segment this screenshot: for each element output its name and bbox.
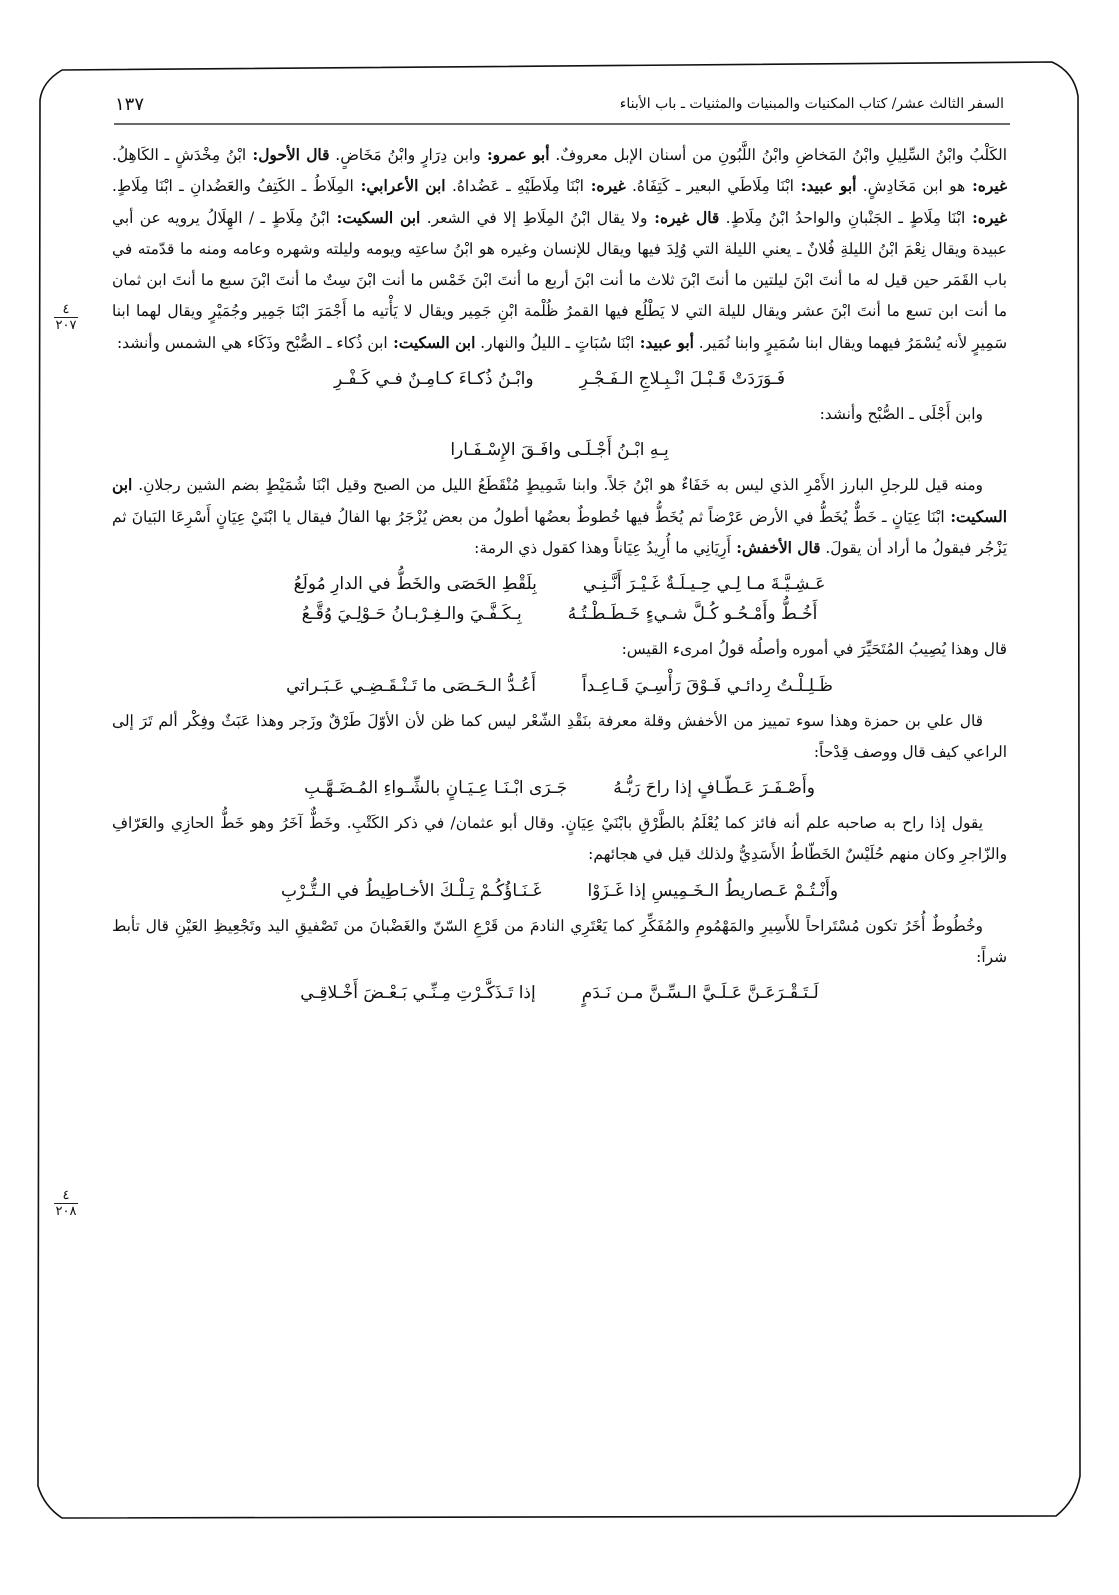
verse-second-hemistich: وابْـنُ ذُكـاءَ كـامِـنٌ فـي كَـفْـرِ [333, 369, 534, 390]
verse-second-hemistich: غَـنَـاؤُكُـمْ تِـلْـكَ الأخـاطِيطُ في الـتُّـرْبِ [280, 880, 542, 901]
text-run: ابْنَا سُبَاتٍ ـ الليلُ والنهار. [475, 333, 635, 352]
verse-line [112, 434, 1007, 466]
verse-first-hemistich: فَـوَرَدَتْ قَـبْـلَ انْـبِـلاجِ الـفَـجْـرِ [579, 369, 786, 390]
text-run: ابْنَا مِلَاطٍ ـ الجَنْبانِ والواحدُ ابْنُ مِلَاطٍ. [719, 208, 966, 227]
verse-line [112, 670, 1007, 702]
text-run: الكَلْبُ وابْنُ السِّلِيلِ وابْنُ المَخاضِ وابْنُ اللَّبُونِ من أسنان الإبل معروفٌ. [549, 146, 1007, 164]
margin-reference-volume: ٤ [54, 302, 78, 318]
speaker-label: غيره: [583, 177, 626, 196]
paragraph: وابن أَجْلَى ـ الصُّبْح وأنشد: [819, 405, 983, 424]
text-run: هو ابن مَخَادِشٍ. [856, 177, 966, 196]
text-run: ولا يقال ابْنُ المِلَاطِ إلا في الشعر. [420, 208, 648, 227]
verse-line [112, 875, 1007, 907]
page-number: ١٣٧ [115, 93, 145, 115]
verse-first-hemistich: وأَصْـفَـرَ عَـطّـافٍ إذا راحَ رَبُّـهُ [613, 778, 815, 799]
speaker-label: ابن السكيت: [112, 476, 1007, 526]
running-header [115, 84, 1004, 124]
paragraph [112, 470, 1007, 564]
speaker-label: قال الأحول: [246, 146, 330, 164]
margin-reference-page: ٢٠٧ [55, 318, 77, 333]
verse-line [112, 598, 1007, 630]
verse-second-hemistich: بِـكَـفَّـيَ والـغِـرْبـانُ حَـوْلِـيَ وُقَّـعُ [301, 604, 522, 625]
paragraph: يقول إذا راح به صاحبه علم أنه فائز كما يُعْلَمُ بالطَّرْقِ بابْنَيْ عِيَانٍ. وقال أبو عثمان/ في ذكر الكَتْبِ. وخَطٌّ آخَرُ وهو خَطُّ الحازِي والعَرّافِ والزّاجرِ وكان منهم حُلَيْسٌ الخَطّاطُ الأَسَدِيُّ ولذلك قيل في هجائهم: [112, 814, 1007, 864]
margin-reference [54, 1188, 78, 1219]
verse-second-hemistich: بِلَقْطِ الحَصَى والخَطُّ في الدارِ مُولَعُ [293, 574, 537, 595]
text-run: ابْنَا مِلَاطَيْهِ ـ عَضُداهُ. [445, 177, 584, 196]
margin-reference-page: ٢٠٨ [55, 1204, 77, 1219]
verse-line [112, 977, 1007, 1009]
verse-first-hemistich: لَـتَـقْـرَعَـنَّ عَـلَـيَّ الـسِّـنَّ مـن نَـدَمٍ [581, 983, 819, 1004]
text-run: ابن ذُكاء ـ الصُّبْح وذَكَاء هي الشمس وأنشد: [117, 333, 388, 352]
page-body [112, 140, 1007, 1455]
text-run: ابْنَا مِلَاطَي البعير ـ كَتِفَاهُ. [625, 177, 794, 196]
paragraph [112, 140, 1007, 359]
text-run: وابن دِرَارٍ وابْنُ مَخَاضٍ. [329, 146, 481, 164]
paragraph: وخُطُوطٌ أُخَرُ تكون مُسْتَراحاً للأَسِيرِ والمَهْمُومِ والمُفَكِّرِ كما يَعْتَرِي النادمَ من قَرْعِ السّنّ والغَضْبانَ من تَصْفيقِ اليد وتَجْعِيظِ العَيْنِ قال تأبط شراً: [112, 916, 1007, 967]
speaker-label: قال غيره: [647, 208, 720, 227]
paragraph: قال وهذا يُصِيبُ المُتَحَيِّرَ في أموره وأصلُه قولُ امرىء القيس: [621, 640, 1007, 659]
verse-first-hemistich: ظَـلِـلْـتُ رِدائـي فَـوْقَ رَأْسِـيَ قَـاعِـداً [582, 675, 833, 696]
text-run: ابْنَا عِيَانٍ ـ خَطٌّ يُخَطُّ في الأرض عَرْضاً ثم يُخَطُّ فيها خُطوطٌ بعضُها أطولُ من بعض يُزْجَرُ بها الفالُ فيقال يا ابْنَيْ عِيَانٍ أَسْرِعَا البَيانَ ثم يَزْجُر فيقولُ ما أراد أن يقولَ. [112, 507, 1007, 557]
verse-first-hemistich: أَخُـطُّ وأَمْـحُـو كُـلَّ شـيءٍ خَـطَـطْـتُـهُ [567, 604, 818, 625]
speaker-label: قال الأخفش: [730, 538, 821, 557]
text-run: ابْنُ مِخْدَشٍ ـ الكَاهِلُ. [112, 146, 247, 164]
text-run: المِلَاطُ ـ الكَتِفُ والعَضُدانِ ـ ابْنَا مِلَاطٍ. [112, 177, 354, 196]
verse-first-hemistich: عَـشِـيَّـةَ مـا لِـي حِـيـلَـةٌ غَـيْـرَ أَنَّـنِـي [582, 574, 826, 595]
speaker-label: ابن السكيت: [329, 208, 421, 227]
verse-second-hemistich: إذا تَـذَكَّـرْتِ مِـنِّـي بَـعْـضَ أَخْـلاقِـي [300, 983, 536, 1004]
verse-line [112, 772, 1007, 804]
verse-first-hemistich: وأَنْـتُـمْ عَـصاريطُ الـخَـمِيسِ إذا غَـزَوْا [587, 880, 839, 901]
text-run: أَرِيَانِي ما أُرِيدُ عِيَاناً وهذا كقول ذي الرمة: [474, 538, 731, 557]
text-run: ابْنُ مِلَاطٍ ـ / الهِلَالُ يرويه عن أبي عبيدة ويقال نِعْمَ ابْنُ الليلةِ فُلانٌ ـ يعني الليلة التي وُلِدَ فيها ويقال للإنسان وغيره هو ابْنُ ساعتِه ويومه وليلته وشهره وعامه ومنه ما قدّمته في باب القَمَر حين قيل له ما أنتَ ابْنَ ليلتين ما أنتَ ابْنَ ثلاث ما أنت ابْنَ أربع ما أنتَ ابْنَ خَمْس ما أنت ابْنَ سِتٌ ما أنتَ ابْنَ سبع ما أنتَ ابن ثمان ما أنت ابن تسع ما أنتَ ابْنَ عشر ويقال لليلة التي لا يَطْلُع فيها القمرُ ظُلْمة ابْنِ جَمِير ويقال لا يَأْتيه ما أَجْمَرَ ابْنَا جَمِير وجُمَيْرٍ ويقال لهما ابنا سَمِيرٍ لأنه يُسْمَرُ فيهما ويقال ابنا سُمَيرٍ وابنا نُمَير. [112, 208, 1007, 352]
margin-reference-volume: ٤ [54, 1188, 78, 1204]
verse-line [112, 363, 1007, 395]
speaker-label: ابن السكيت: [387, 333, 476, 352]
speaker-label: أبو عمرو: [480, 146, 550, 164]
speaker-label: غيره: [965, 177, 1008, 196]
verse-line [112, 568, 1007, 600]
speaker-label: أبو عبيد: [634, 333, 694, 352]
margin-reference [54, 302, 78, 333]
verse-second-hemistich: جَـرَى ابْـنَـا عِـيَـانٍ بالشِّـواءِ المُـضَـهَّـبِ [304, 778, 568, 799]
speaker-label: أبو عبيد: [793, 177, 857, 196]
text-run: ومنه قيل للرجلِ البارز الأَمْرِ الذي ليس به خَفَاءٌ هو ابْنُ جَلاً. وابنا شَمِيطٍ مُنْقَطَعُ الليل من الصبح وقيل ابْنَا شُمَيْطٍ بضم الشين رجلانِ. [132, 476, 983, 495]
verse-hemistich: بِـهِ ابْـنُ أَجْـلَـى وافَـقَ الإِسْـفَـارا [450, 440, 669, 461]
paragraph: قال علي بن حمزة وهذا سوء تمييز من الأخفش وقلة معرفة بنَقْدِ الشّعْر ليس كما ظن لأن الأوّلَ طَرْقٌ وزَجر وهذا عَبَثٌ وفِكْر ألم تَرَ إلى الراعي كيف قال ووصف قِدْحاً: [112, 711, 1007, 761]
speaker-label: غيره: [965, 208, 1008, 227]
speaker-label: ابن الأعرابي: [353, 177, 446, 196]
verse-second-hemistich: أَعُـدُّ الـحَـصَى ما تَـنْـقَـضِـي عَـبَـراتي [286, 675, 537, 696]
header-title: السفر الثالث عشر/ كتاب المكنيات والمبنيات والمثنيات ـ باب الأبناء [619, 96, 1004, 112]
